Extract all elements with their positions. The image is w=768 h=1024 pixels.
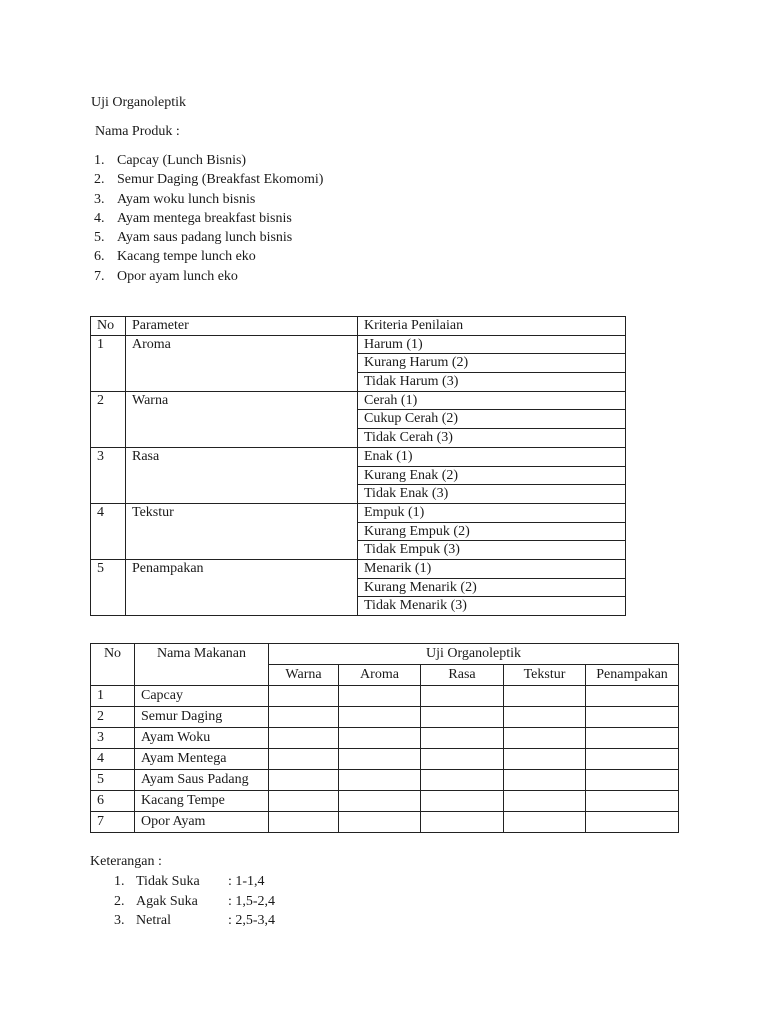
row-food-name: Semur Daging (135, 707, 269, 728)
row-no: 5 (91, 770, 135, 791)
row-no: 3 (91, 447, 126, 503)
legend-value: : 1,5-2,4 (228, 893, 276, 909)
score-cell (421, 749, 504, 770)
score-cell (586, 686, 679, 707)
criteria-cell: Tidak Enak (3) (358, 485, 626, 504)
table-row (91, 391, 626, 410)
score-cell (586, 707, 679, 728)
table-row (91, 447, 626, 466)
subheader-aroma: Aroma (339, 665, 421, 686)
subheader-penampakan: Penampakan (586, 665, 679, 686)
list-text: Semur Daging (Breakfast Ekomomi) (117, 172, 324, 188)
criteria-cell: Menarik (1) (358, 559, 626, 578)
row-no: 6 (91, 791, 135, 812)
score-cell (504, 707, 586, 728)
header-organoleptic: Uji Organoleptik (269, 644, 679, 665)
criteria-cell: Empuk (1) (358, 503, 626, 522)
criteria-cell: Kurang Harum (2) (358, 354, 626, 373)
table-row (91, 335, 626, 354)
row-no: 5 (91, 559, 126, 615)
table-row (91, 749, 679, 770)
row-parameter: Tekstur (126, 503, 358, 559)
list-number: 1. (114, 874, 125, 889)
legend-label: Netral (136, 913, 171, 928)
legend-title: Keterangan : (90, 854, 162, 869)
legend-label: Agak Suka (136, 893, 198, 909)
score-cell (421, 812, 504, 833)
row-parameter: Rasa (126, 447, 358, 503)
score-cell (504, 749, 586, 770)
row-food-name: Kacang Tempe (135, 791, 269, 812)
row-no: 2 (91, 707, 135, 728)
header-food-name: Nama Makanan (135, 644, 269, 686)
table-row (91, 812, 679, 833)
score-cell (421, 686, 504, 707)
criteria-cell: Kurang Empuk (2) (358, 522, 626, 541)
score-cell (339, 812, 421, 833)
row-food-name: Ayam Saus Padang (135, 770, 269, 791)
score-cell (339, 791, 421, 812)
row-food-name: Ayam Woku (135, 728, 269, 749)
legend-label: Tidak Suka (136, 874, 200, 889)
score-cell (269, 686, 339, 707)
row-no: 7 (91, 812, 135, 833)
score-cell (504, 686, 586, 707)
score-cell (339, 770, 421, 791)
score-cell (269, 728, 339, 749)
legend-value: : 2,5-3,4 (228, 913, 276, 928)
list-text: Kacang tempe lunch eko (117, 249, 256, 265)
header-criteria: Kriteria Penilaian (358, 317, 626, 336)
list-text: Capcay (Lunch Bisnis) (117, 153, 247, 168)
criteria-cell: Tidak Menarik (3) (358, 597, 626, 616)
row-food-name: Opor Ayam (135, 812, 269, 833)
score-cell (339, 749, 421, 770)
list-number: 1. (94, 153, 105, 168)
document-title: Uji Organoleptik (91, 95, 187, 110)
score-cell (269, 749, 339, 770)
score-cell (421, 791, 504, 812)
score-cell (421, 728, 504, 749)
score-cell (504, 812, 586, 833)
list-number: 7. (94, 268, 105, 284)
legend-value: : 1-1,4 (228, 874, 265, 889)
criteria-cell: Cerah (1) (358, 391, 626, 410)
score-cell (421, 707, 504, 728)
row-no: 2 (91, 391, 126, 447)
criteria-cell: Tidak Empuk (3) (358, 541, 626, 560)
score-cell (339, 686, 421, 707)
list-number: 2. (114, 893, 125, 909)
criteria-cell: Tidak Harum (3) (358, 373, 626, 392)
criteria-cell: Harum (1) (358, 335, 626, 354)
row-parameter: Warna (126, 391, 358, 447)
product-label: Nama Produk : (95, 124, 180, 139)
criteria-cell: Cukup Cerah (2) (358, 410, 626, 429)
score-cell (421, 770, 504, 791)
list-text: Ayam saus padang lunch bisnis (117, 230, 293, 246)
row-food-name: Ayam Mentega (135, 749, 269, 770)
header-no: No (91, 644, 135, 686)
row-parameter: Penampakan (126, 559, 358, 615)
criteria-cell: Kurang Menarik (2) (358, 578, 626, 597)
score-cell (269, 770, 339, 791)
table-row (91, 503, 626, 522)
table-row (91, 707, 679, 728)
criteria-cell: Enak (1) (358, 447, 626, 466)
list-number: 3. (94, 191, 105, 207)
row-no: 1 (91, 686, 135, 707)
criteria-cell: Kurang Enak (2) (358, 466, 626, 485)
score-cell (269, 812, 339, 833)
criteria-table (90, 316, 626, 616)
list-number: 4. (94, 210, 105, 226)
score-cell (504, 791, 586, 812)
list-text: Opor ayam lunch eko (117, 268, 238, 284)
table-header-row (91, 317, 626, 336)
score-cell (586, 749, 679, 770)
food-evaluation-table (90, 643, 679, 833)
list-text: Ayam mentega breakfast bisnis (117, 210, 292, 226)
row-food-name: Capcay (135, 686, 269, 707)
subheader-tekstur: Tekstur (504, 665, 586, 686)
score-cell (586, 791, 679, 812)
score-cell (586, 770, 679, 791)
subheader-rasa: Rasa (421, 665, 504, 686)
score-cell (504, 770, 586, 791)
criteria-cell: Tidak Cerah (3) (358, 429, 626, 448)
table-header-row (91, 644, 679, 665)
list-number: 6. (94, 249, 105, 265)
table-row (91, 686, 679, 707)
table-row (91, 770, 679, 791)
score-cell (339, 728, 421, 749)
score-cell (269, 707, 339, 728)
score-cell (339, 707, 421, 728)
score-cell (586, 812, 679, 833)
row-no: 4 (91, 503, 126, 559)
subheader-warna: Warna (269, 665, 339, 686)
table-row (91, 791, 679, 812)
table-row (91, 728, 679, 749)
table-row (91, 559, 626, 578)
score-cell (586, 728, 679, 749)
row-parameter: Aroma (126, 335, 358, 391)
header-no: No (91, 317, 126, 336)
score-cell (504, 728, 586, 749)
row-no: 4 (91, 749, 135, 770)
list-number: 3. (114, 913, 125, 928)
list-number: 5. (94, 230, 105, 246)
row-no: 3 (91, 728, 135, 749)
header-parameter: Parameter (126, 317, 358, 336)
list-number: 2. (94, 172, 105, 188)
row-no: 1 (91, 335, 126, 391)
score-cell (269, 791, 339, 812)
list-text: Ayam woku lunch bisnis (117, 191, 256, 207)
